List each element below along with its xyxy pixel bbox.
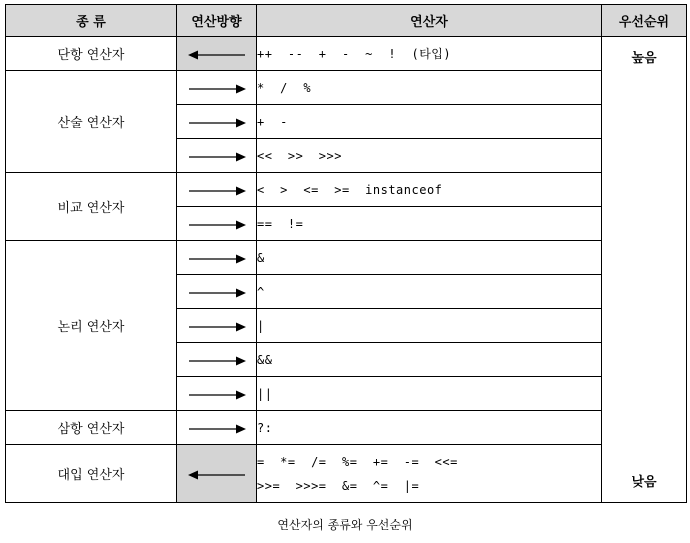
operator-list: | [257,318,265,333]
operator-list-line2: >>= >>>= &= ^= |= [257,478,420,493]
operator-cell [257,275,602,309]
operator-cell [257,37,602,71]
header-kind: 종 류 [6,5,177,37]
operator-list: ?: [257,420,273,435]
direction-cell [177,207,257,241]
arrow-left-icon [187,469,247,481]
operator-cell [257,139,602,173]
operator-cell [257,309,602,343]
operator-kind: 논리 연산자 [6,241,177,411]
operator-kind: 대입 연산자 [6,445,177,503]
operator-cell [257,241,602,275]
direction-cell [177,309,257,343]
arrow-right-icon [187,423,247,435]
operator-cell [257,377,602,411]
operator-list: & [257,250,265,265]
operator-list: ++ -- + - ~ ! (타입) [257,47,452,61]
arrow-right-icon [187,389,247,401]
direction-cell [177,377,257,411]
operator-list: = *= /= %= += -= <<= [257,454,458,469]
arrow-right-icon [187,355,247,367]
arrow-right-icon [187,83,247,95]
direction-cell [177,37,257,71]
direction-cell [177,275,257,309]
arrow-right-icon [187,253,247,265]
operator-cell [257,173,602,207]
operator-kind: 단항 연산자 [6,37,177,71]
operator-list: + - [257,114,288,129]
table-row [6,37,687,71]
arrow-right-icon [187,219,247,231]
operator-list: << >> >>> [257,148,342,163]
direction-cell [177,241,257,275]
direction-cell [177,173,257,207]
operator-table [5,4,687,503]
arrow-left-icon [187,49,247,61]
header-direction: 연산방향 [177,5,257,37]
operator-list: == != [257,216,304,231]
arrow-right-icon [187,321,247,333]
table-row [6,173,687,207]
table-caption: 연산자의 종류와 우선순위 [277,518,413,532]
operator-list: ^ [257,284,265,299]
priority-low: 낮음 [631,475,657,490]
operator-cell [257,207,602,241]
priority-column [602,37,687,503]
priority-high: 높음 [631,51,657,66]
operator-kind: 비교 연산자 [6,173,177,241]
table-row [6,411,687,445]
table-row [6,445,687,503]
operator-list: || [257,386,273,401]
operator-cell [257,71,602,105]
arrow-right-icon [187,287,247,299]
table-row [6,241,687,275]
operator-list: && [257,352,273,367]
arrow-right-icon [187,117,247,129]
direction-cell [177,139,257,173]
direction-cell [177,411,257,445]
direction-cell [177,343,257,377]
header-operator: 연산자 [257,5,602,37]
header-priority: 우선순위 [602,5,687,37]
operator-list: < > <= >= instanceof [257,182,443,197]
operator-list: * / % [257,80,312,95]
operator-kind: 삼항 연산자 [6,411,177,445]
direction-cell [177,105,257,139]
arrow-right-icon [187,151,247,163]
arrow-right-icon [187,185,247,197]
operator-kind: 산술 연산자 [6,71,177,173]
operator-cell [257,105,602,139]
direction-cell [177,445,257,503]
operator-cell [257,411,602,445]
table-row [6,71,687,105]
operator-cell [257,445,602,503]
operator-cell [257,343,602,377]
direction-cell [177,71,257,105]
header-row [6,5,687,37]
